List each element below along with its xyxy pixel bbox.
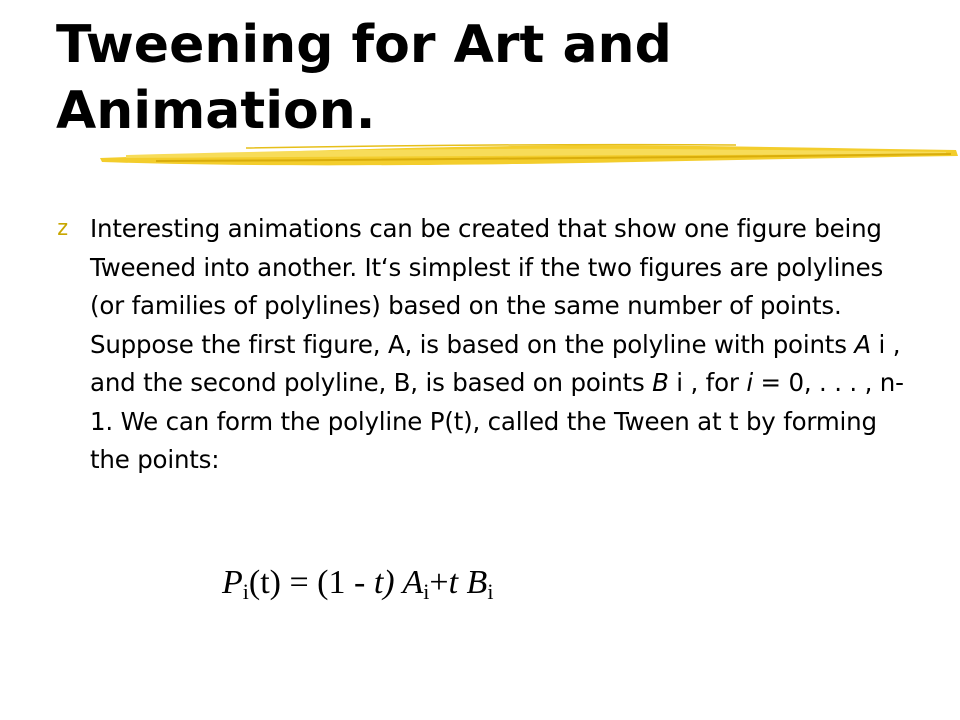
formula-t: t) (373, 564, 395, 601)
z-bullet-icon: z (56, 216, 70, 241)
formula-sub-i: i (423, 579, 430, 604)
slide-title: Tweening for Art and Animation. (56, 15, 672, 141)
tween-formula (222, 558, 493, 617)
formula-sub-i: i (487, 579, 494, 604)
variable-B: B (652, 368, 669, 397)
bullet-text (90, 210, 906, 480)
formula-t: t (448, 564, 459, 601)
title-underline-brushstroke (96, 136, 960, 176)
bullet-text-part3: i , for (668, 368, 747, 397)
bullet-text-part1: Interesting animations can be created that show one figure being Tweened into another. It‘s simplest if the two figures are polylines (or families of polylines) based on the same number of points. Suppose the first figure, A, is based on the polyline with points (90, 214, 884, 359)
variable-A: A (854, 329, 871, 359)
bullet-item (56, 210, 906, 480)
bullet-text-part4: = 0, . . . , n-1. We can form the polyline P(t), called the Tween at t by forming the points: (90, 368, 904, 474)
bullet-text-part2: i , and the second polyline, B, is based on points (90, 329, 901, 397)
variable-i: i (746, 368, 753, 397)
formula-P: P (222, 564, 243, 601)
formula-A: A (394, 564, 424, 601)
formula-sub-i: i (242, 579, 249, 604)
formula-B: B (458, 564, 488, 601)
formula-plus: + (429, 564, 449, 601)
formula-arg: (t) (248, 564, 281, 601)
formula-equals: = (1 - (281, 564, 374, 601)
